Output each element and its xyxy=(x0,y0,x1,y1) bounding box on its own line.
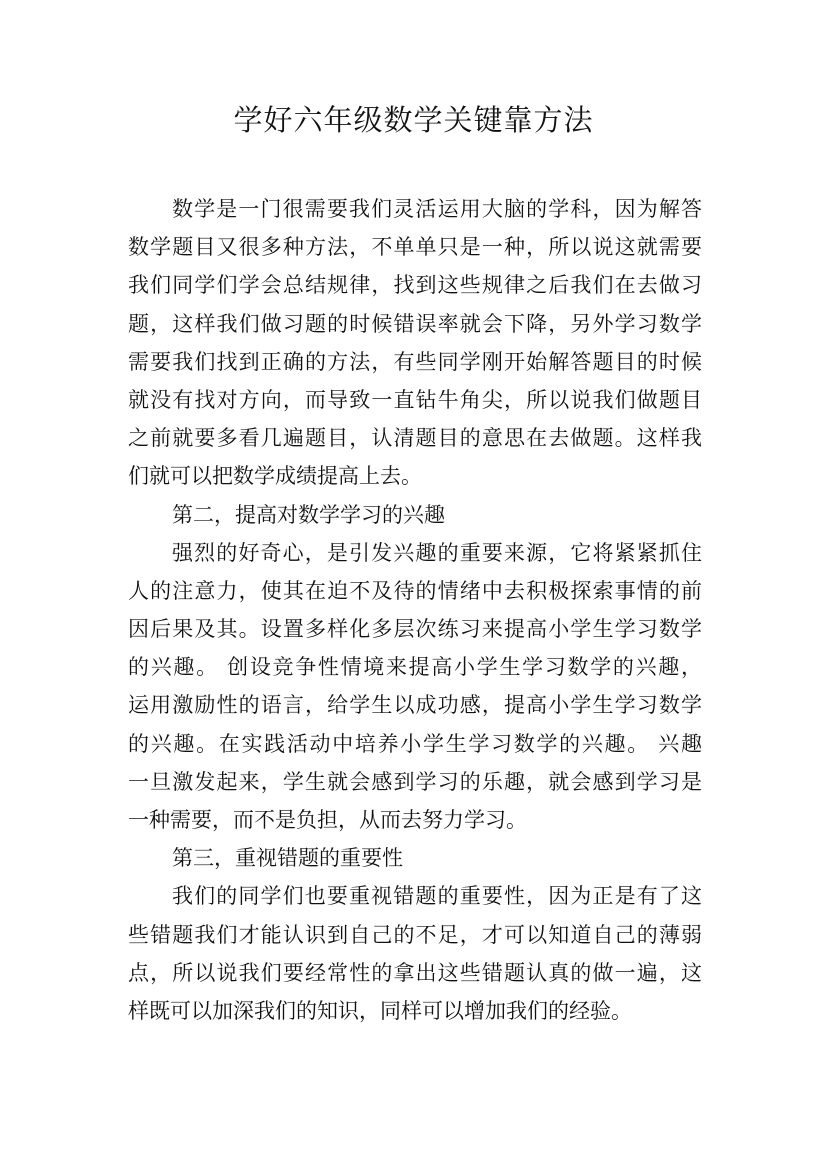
text-line: 数学是一门很需要我们灵活运用大脑的学科，因为解答 xyxy=(172,197,702,221)
text-line: 的兴趣。在实践活动中培养小学生学习数学的兴趣。 兴趣 xyxy=(128,731,702,756)
text-line: 需要我们找到正确的方法，有些同学刚开始解答题目的时候 xyxy=(128,349,702,374)
section-heading: 第二，提高对数学学习的兴趣 xyxy=(172,502,445,527)
text-line: 一种需要，而不是负担，从而去努力学习。 xyxy=(128,808,527,832)
text-line: 数学题目又很多种方法，不单单只是一种，所以说这就需要 xyxy=(128,235,702,260)
text-line: 强烈的好奇心，是引发兴趣的重要来源，它将紧紧抓住 xyxy=(172,540,702,565)
document-body xyxy=(128,190,702,1030)
section-heading: 第三，重视错题的重要性 xyxy=(172,846,403,871)
text-line: 人的注意力，使其在迫不及待的情绪中去积极探索事情的前 xyxy=(128,578,702,603)
text-line: 样既可以加深我们的知识，同样可以增加我们的经验。 xyxy=(128,998,632,1023)
text-line: 些错题我们才能认识到自己的不足，才可以知道自己的薄弱 xyxy=(128,922,702,947)
text-line: 题，这样我们做习题的时候错误率就会下降，另外学习数学 xyxy=(128,311,702,336)
text-line: 运用激励性的语言，给学生以成功感，提高小学生学习数学 xyxy=(128,693,702,718)
text-line: 我们同学们学会总结规律，找到这些规律之后我们在去做习 xyxy=(128,273,702,298)
text-line: 就没有找对方向，而导致一直钻牛角尖，所以说我们做题目 xyxy=(128,387,702,412)
text-line: 我们的同学们也要重视错题的重要性，因为正是有了这 xyxy=(172,884,702,909)
text-line: 们就可以把数学成绩提高上去。 xyxy=(128,464,422,489)
text-line: 之前就要多看几遍题目，认清题目的意思在去做题。这样我 xyxy=(128,426,702,451)
text-line: 点，所以说我们要经常性的拿出这些错题认真的做一遍，这 xyxy=(128,960,702,985)
text-line: 的兴趣。 创设竞争性情境来提高小学生学习数学的兴趣， xyxy=(128,655,702,680)
page-title: 学好六年级数学关键靠方法 xyxy=(233,103,594,137)
text-line: 一旦激发起来，学生就会感到学习的乐趣，就会感到学习是 xyxy=(128,769,702,794)
text-line: 因后果及其。设置多样化多层次练习来提高小学生学习数学 xyxy=(128,617,702,642)
